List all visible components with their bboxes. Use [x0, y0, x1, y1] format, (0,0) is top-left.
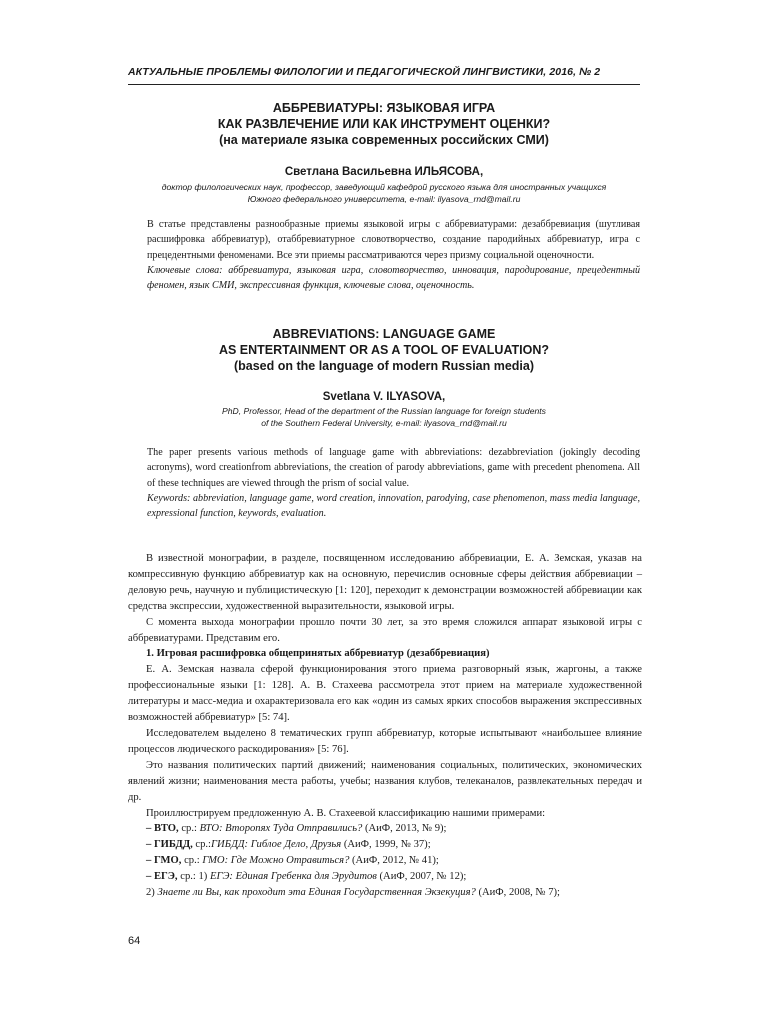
header-rule	[128, 84, 640, 85]
ru-title-subtitle: (на материале языка современных российских СМИ)	[219, 133, 549, 147]
ru-author: Светлана Васильевна ИЛЬЯСОВА,	[284, 166, 484, 178]
ru-abstract-block	[147, 217, 640, 293]
example-source: (АиФ, 1999, № 37);	[341, 839, 431, 851]
example-source: (АиФ, 2007, № 12);	[376, 871, 467, 883]
example-item	[128, 869, 642, 885]
example-decoding: ЕГЭ: Единая Гребенка для Эрудитов	[209, 871, 377, 883]
section-heading-text: 1. Игровая расшифровка общепринятых аббревиатур (дезаббревиация)	[146, 648, 490, 660]
body-paragraph: Е. А. Земская назвала сферой функционирования этого приема разговорный язык, жаргоны, а также профессиональные языки [1: 128]. А. В. Стахеева рассмотрела этот прием на материале художественной литературы и масс-медиа и охарактеризовала его как «один из самых ярких способов выражения экспрессивных возможностей аббревиатур» [5: 74].	[128, 664, 642, 724]
example-decoding: ГМО: Где Можно Отравиться?	[202, 855, 350, 867]
en-title-subtitle: (based on the language of modern Russian media)	[233, 359, 535, 373]
example-text: ср.:	[181, 855, 203, 867]
ru-affiliation-line: доктор филологических наук, профессор, заведующий кафедрой русского языка для иностранных учащихся	[161, 182, 607, 192]
en-keywords: Keywords: abbreviation, language game, word creation, innovation, parodying, case phenomenon, mass media language, expressional function, keywords, evaluation.	[147, 492, 640, 520]
en-affiliation-line: PhD, Professor, Head of the department of the Russian language for foreign students	[222, 406, 546, 416]
example-item	[128, 853, 642, 869]
ru-abstract: В статье представлены разнообразные приемы языковой игры с аббревиатурами: дезаббревиация (шутливая расшифровка аббревиатур), отаббревиатурное словотворчество, создание пародийных аббревиатур, игра с прецедентными феноменами. Все эти приемы рассматриваются через призму социальной оценочности.	[147, 219, 640, 261]
example-source: (АиФ, 2012, № 41);	[349, 855, 439, 867]
en-abstract: The paper presents various methods of language game with abbreviations: dezabbreviation (jokingly decoding acronyms), word creationfrom abbreviations, the creation of parody abbreviations, game with precedent phenomena. All of these techniques are viewed through the prism of social value.	[147, 447, 640, 489]
example-decoding: Знаете ли Вы, как проходит эта Единая Государственная Экзекуция?	[157, 887, 476, 899]
ru-affiliation	[128, 181, 640, 205]
example-decoding: ВТО: Второпях Туда Отправились?	[199, 823, 363, 835]
example-abbr: – ГМО,	[146, 855, 182, 867]
body-paragraph: Исследователем выделено 8 тематических групп аббревиатур, которые испытывают «наибольшее влияние процессов людического раскодирования» [5: 76].	[128, 727, 642, 755]
example-text: ср.:	[178, 823, 200, 835]
example-source: (АиФ, 2008, № 7);	[475, 887, 560, 899]
en-affiliation	[128, 405, 640, 429]
body-paragraph: Это названия политических партий движений; наименования социальных, политических, экономических явлений жизни; наименования места работы, учебы; названия клубов, телеканалов, развлекательных передач и др.	[128, 759, 642, 803]
example-source: (АиФ, 2013, № 9);	[362, 823, 447, 835]
en-title	[128, 326, 640, 374]
example-text: 2)	[146, 887, 158, 899]
section-heading	[128, 646, 642, 662]
example-decoding: ГИБДД: Гиблое Дело, Друзья	[211, 839, 342, 851]
page-number: 64	[128, 935, 141, 947]
example-abbr: – ЕГЭ,	[146, 871, 178, 883]
ru-title-line: АББРЕВИАТУРЫ: ЯЗЫКОВАЯ ИГРА	[272, 101, 496, 115]
ru-title-line: КАК РАЗВЛЕЧЕНИЕ ИЛИ КАК ИНСТРУМЕНТ ОЦЕНКИ?	[217, 117, 551, 131]
example-item	[128, 837, 642, 853]
example-item	[128, 885, 642, 901]
en-affiliation-line: of the Southern Federal University, e-mail: ilyasova_rnd@mail.ru	[261, 418, 507, 428]
body-paragraph: Проиллюстрируем предложенную А. В. Стахеевой классификацию нашими примерами:	[146, 807, 546, 819]
example-abbr: – ВТО,	[146, 823, 179, 835]
ru-title	[128, 100, 640, 148]
en-title-line: AS ENTERTAINMENT OR AS A TOOL OF EVALUATION?	[218, 343, 550, 357]
body-paragraph: В известной монографии, в разделе, посвященном исследованию аббревиации, Е. А. Земская, указав на компрессивную функцию аббревиатур как на основную, перечислив основные сферы действия аббревиации – деловую речь, научную и публицистическую [1: 120], переходит к демонстрации возможностей аббревиации как средства экспрессии, художественной выразительности, языковой игры.	[128, 553, 642, 612]
example-text: ср.:	[192, 839, 212, 851]
ru-affiliation-line: Южного федерального университета, e-mail: ilyasova_rnd@mail.ru	[247, 194, 521, 204]
example-item	[128, 821, 642, 837]
ru-keywords: Ключевые слова: аббревиатура, языковая игра, словотворчество, инновация, пародирование, прецедентный феномен, язык СМИ, экспрессивная функция, ключевые слова, оценочность.	[147, 264, 640, 292]
en-author: Svetlana V. ILYASOVA,	[322, 391, 446, 403]
en-abstract-block	[147, 445, 640, 521]
en-title-line: ABBREVIATIONS: LANGUAGE GAME	[272, 327, 496, 341]
example-text: ср.: 1)	[177, 871, 210, 883]
example-abbr: – ГИБДД,	[146, 839, 193, 851]
body-paragraph: С момента выхода монографии прошло почти 30 лет, за это время сложился аппарат языковой игры с аббревиатурами. Представим его.	[128, 616, 642, 644]
running-head: АКТУАЛЬНЫЕ ПРОБЛЕМЫ ФИЛОЛОГИИ И ПЕДАГОГИЧЕСКОЙ ЛИНГВИСТИКИ, 2016, № 2	[128, 66, 601, 78]
article-body	[128, 551, 642, 901]
